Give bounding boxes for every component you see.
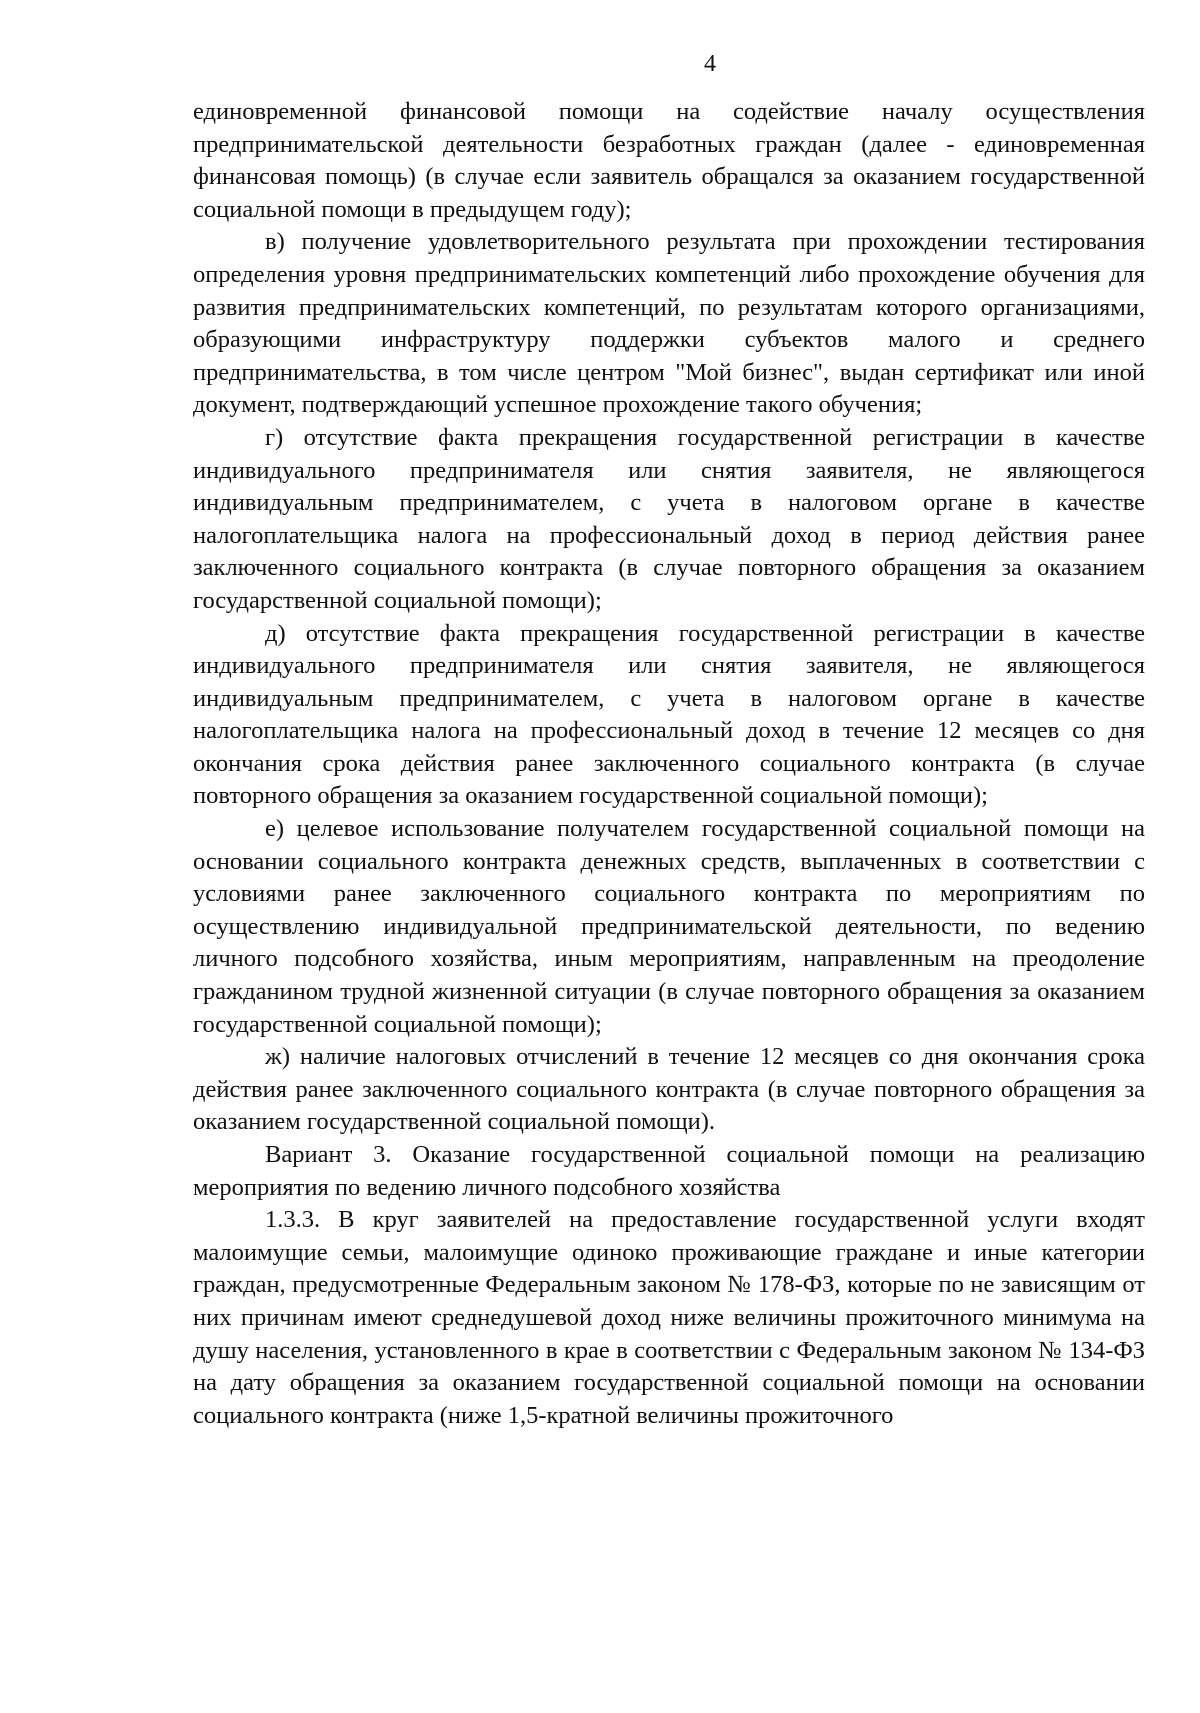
paragraph-1-3-3: 1.3.3. В круг заявителей на предоставление государственной услуги входят малоимущие семьи, малоимущие одиноко проживающие граждане и иные категории граждан, предусмотренные Федеральным законом № 178-ФЗ, которые по не зависящим от них причинам имеют среднедушевой доход ниже величины прожиточного минимума на душу населения, установленного в крае в соответствии с Федеральным законом № 134-ФЗ на дату обращения за оказанием государственной социальной помощи на основании социального контракта (ниже 1,5-кратной величины прожиточного bbox=[193, 1206, 1145, 1429]
page-number: 4 bbox=[704, 51, 716, 77]
paragraph-item-v: в) получение удовлетворительного результата при прохождении тестирования определения уровня предпринимательских компетенций либо прохождение обучения для развития предпринимательских компетенций, по результатам которого организациями, образующими инфраструктуру поддержки субъектов малого и среднего предпринимательства, в том числе центром "Мой бизнес", выдан сертификат или иной документ, подтверждающий успешное прохождение такого обучения; bbox=[193, 228, 1145, 419]
paragraph-item-d: д) отсутствие факта прекращения государственной регистрации в качестве индивидуального предпринимателя или снятия заявителя, не являющегося индивидуальным предпринимателем, с учета в налоговом органе в качестве налогоплательщика налога на профессиональный доход в течение 12 месяцев со дня окончания срока действия ранее заключенного социального контракта (в случае повторного обращения за оказанием государственной социальной помощи); bbox=[193, 619, 1145, 810]
paragraph-variant-3: Вариант 3. Оказание государственной социальной помощи на реализацию мероприятия по ведению личного подсобного хозяйства bbox=[193, 1141, 1145, 1201]
paragraph-item-zh: ж) наличие налоговых отчислений в течение 12 месяцев со дня окончания срока действия ранее заключенного социального контракта (в случае повторного обращения за оказанием государственной социальной помощи). bbox=[193, 1043, 1145, 1136]
document-body bbox=[193, 96, 1145, 1432]
paragraph-item-g: г) отсутствие факта прекращения государственной регистрации в качестве индивидуального предпринимателя или снятия заявителя, не являющегося индивидуальным предпринимателем, с учета в налоговом органе в качестве налогоплательщика налога на профессиональный доход в период действия ранее заключенного социального контракта (в случае повторного обращения за оказанием государственной социальной помощи); bbox=[193, 423, 1145, 614]
paragraph-continuation: единовременной финансовой помощи на содействие началу осуществления предпринимательской деятельности безработных граждан (далее - единовременная финансовая помощь) (в случае если заявитель обращался за оказанием государственной социальной помощи в предыдущем году); bbox=[193, 98, 1145, 223]
paragraph-item-e: е) целевое использование получателем государственной социальной помощи на основании социального контракта денежных средств, выплаченных в соответствии с условиями ранее заключенного социального контракта по мероприятиям по осуществлению индивидуальной предпринимательской деятельности, по ведению личного подсобного хозяйства, иным мероприятиям, направленным на преодоление гражданином трудной жизненной ситуации (в случае повторного обращения за оказанием государственной социальной помощи); bbox=[193, 815, 1145, 1038]
